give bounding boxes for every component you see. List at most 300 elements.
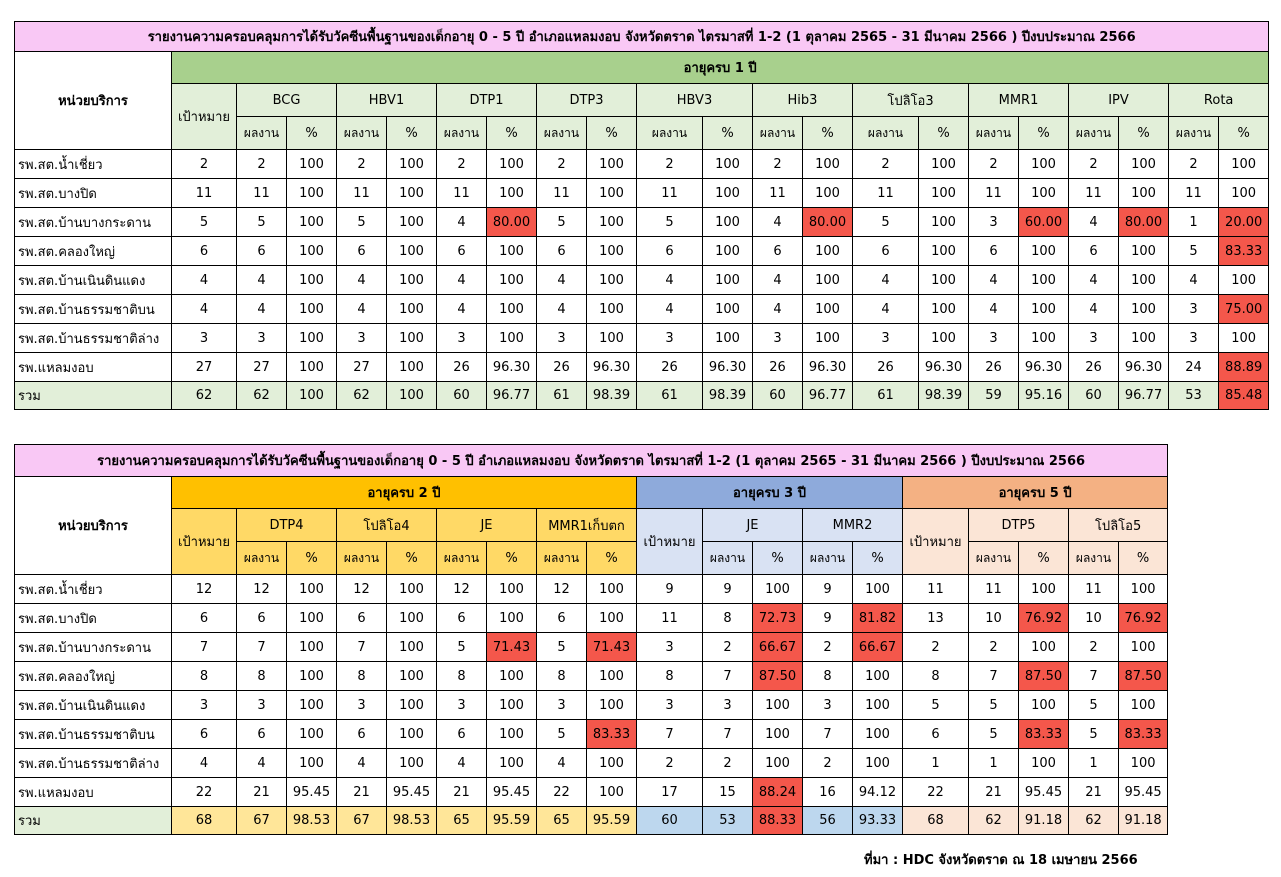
vaccine-header: Hib3 <box>753 84 853 117</box>
work-cell: 9 <box>703 575 753 604</box>
work-cell: 65 <box>537 807 587 835</box>
percent-cell: 60.00 <box>1019 208 1069 237</box>
percent-cell: 91.18 <box>1119 807 1168 835</box>
percent-cell: 100 <box>919 150 969 179</box>
work-cell: 6 <box>753 237 803 266</box>
work-cell: 62 <box>237 382 287 410</box>
target-cell: 7 <box>172 633 237 662</box>
percent-cell: 100 <box>387 208 437 237</box>
work-subheader: ผลงาน <box>1069 542 1119 575</box>
percent-cell: 100 <box>1019 749 1069 778</box>
work-cell: 5 <box>1069 720 1119 749</box>
percent-cell: 100 <box>1119 150 1169 179</box>
work-cell: 26 <box>1069 353 1119 382</box>
percent-cell: 100 <box>287 208 337 237</box>
target-cell: 1 <box>903 749 969 778</box>
percent-cell: 100 <box>387 575 437 604</box>
unit-name: รพ.สต.บ้านธรรมชาติล่าง <box>15 749 172 778</box>
percent-cell: 100 <box>703 237 753 266</box>
percent-cell: 96.30 <box>1119 353 1169 382</box>
target-cell: 22 <box>172 778 237 807</box>
percent-cell: 100 <box>387 295 437 324</box>
percent-cell: 100 <box>919 208 969 237</box>
work-cell: 2 <box>803 633 853 662</box>
percent-cell: 96.30 <box>803 353 853 382</box>
percent-cell: 100 <box>587 691 637 720</box>
percent-cell: 95.45 <box>487 778 537 807</box>
percent-subheader: % <box>1019 117 1069 150</box>
target-cell: 4 <box>172 295 237 324</box>
percent-cell: 100 <box>287 237 337 266</box>
work-cell: 11 <box>969 575 1019 604</box>
work-cell: 2 <box>703 749 753 778</box>
percent-cell: 100 <box>587 208 637 237</box>
percent-cell: 87.50 <box>1019 662 1069 691</box>
work-subheader: ผลงาน <box>537 542 587 575</box>
work-cell: 9 <box>803 604 853 633</box>
percent-cell: 100 <box>753 749 803 778</box>
percent-cell: 96.30 <box>1019 353 1069 382</box>
percent-cell: 100 <box>387 237 437 266</box>
work-cell: 2 <box>237 150 287 179</box>
percent-cell: 100 <box>753 575 803 604</box>
work-cell: 12 <box>537 575 587 604</box>
work-cell: 11 <box>437 179 487 208</box>
percent-cell: 100 <box>287 179 337 208</box>
percent-subheader: % <box>587 542 637 575</box>
work-cell: 21 <box>237 778 287 807</box>
vaccine-header: BCG <box>237 84 337 117</box>
percent-cell: 83.33 <box>587 720 637 749</box>
work-subheader: ผลงาน <box>853 117 919 150</box>
table-title: รายงานความครอบคลุมการได้รับวัคซีนพื้นฐานของเด็กอายุ 0 - 5 ปี อำเภอแหลมงอบ จังหวัดตราด ไตรมาสที่ 1-2 (1 ตุลาคม 2565 - 31 มีนาคม 2566 ) ปีงบประมาณ 2566 <box>15 22 1269 52</box>
work-cell: 10 <box>969 604 1019 633</box>
percent-cell: 100 <box>803 295 853 324</box>
work-cell: 3 <box>537 324 587 353</box>
work-cell: 3 <box>1169 324 1219 353</box>
work-cell: 8 <box>437 662 487 691</box>
work-cell: 12 <box>237 575 287 604</box>
work-cell: 4 <box>237 749 287 778</box>
work-cell: 6 <box>237 604 287 633</box>
work-cell: 4 <box>437 266 487 295</box>
work-cell: 6 <box>969 237 1019 266</box>
vaccine-header: DTP5 <box>969 509 1069 542</box>
work-cell: 4 <box>969 266 1019 295</box>
work-cell: 4 <box>637 266 703 295</box>
work-cell: 5 <box>537 720 587 749</box>
target-cell: 68 <box>172 807 237 835</box>
target-cell: 11 <box>637 604 703 633</box>
vaccine-header: IPV <box>1069 84 1169 117</box>
unit-name: รพ.สต.บ้านบางกระดาน <box>15 633 172 662</box>
target-header: เป้าหมาย <box>172 509 237 575</box>
work-cell: 62 <box>969 807 1019 835</box>
work-cell: 5 <box>337 208 387 237</box>
work-cell: 26 <box>753 353 803 382</box>
percent-cell: 100 <box>753 691 803 720</box>
vaccine-header: โปลิโอ4 <box>337 509 437 542</box>
work-cell: 56 <box>803 807 853 835</box>
target-cell: 6 <box>903 720 969 749</box>
unit-header: หน่วยบริการ <box>15 477 172 575</box>
percent-cell: 100 <box>703 208 753 237</box>
percent-cell: 100 <box>853 720 903 749</box>
percent-cell: 83.33 <box>1119 720 1168 749</box>
work-cell: 4 <box>537 749 587 778</box>
age-group-header: อายุครบ 5 ปี <box>903 477 1168 509</box>
target-cell: 13 <box>903 604 969 633</box>
percent-cell: 100 <box>753 720 803 749</box>
table-title: รายงานความครอบคลุมการได้รับวัคซีนพื้นฐานของเด็กอายุ 0 - 5 ปี อำเภอแหลมงอบ จังหวัดตราด ไตรมาสที่ 1-2 (1 ตุลาคม 2565 - 31 มีนาคม 2566 ) ปีงบประมาณ 2566 <box>15 445 1168 477</box>
work-cell: 3 <box>1069 324 1119 353</box>
work-cell: 4 <box>437 295 487 324</box>
target-cell: 62 <box>172 382 237 410</box>
work-cell: 3 <box>337 324 387 353</box>
percent-cell: 100 <box>1119 633 1168 662</box>
work-cell: 7 <box>969 662 1019 691</box>
percent-cell: 100 <box>387 266 437 295</box>
percent-cell: 100 <box>1019 266 1069 295</box>
percent-cell: 100 <box>287 382 337 410</box>
percent-cell: 100 <box>1119 295 1169 324</box>
work-cell: 3 <box>437 324 487 353</box>
work-cell: 11 <box>537 179 587 208</box>
work-cell: 26 <box>853 353 919 382</box>
percent-cell: 95.16 <box>1019 382 1069 410</box>
unit-name: รพ.สต.บ้านธรรมชาติล่าง <box>15 324 172 353</box>
percent-cell: 100 <box>487 662 537 691</box>
percent-cell: 100 <box>1019 691 1069 720</box>
target-cell: 3 <box>172 691 237 720</box>
target-cell: 3 <box>172 324 237 353</box>
percent-cell: 100 <box>287 324 337 353</box>
percent-cell: 100 <box>803 266 853 295</box>
percent-cell: 100 <box>387 662 437 691</box>
work-cell: 2 <box>637 150 703 179</box>
work-cell: 3 <box>969 208 1019 237</box>
table-row <box>15 691 1168 720</box>
percent-cell: 100 <box>1219 179 1269 208</box>
percent-cell: 100 <box>587 604 637 633</box>
percent-cell: 100 <box>587 324 637 353</box>
work-cell: 3 <box>237 324 287 353</box>
percent-cell: 96.30 <box>587 353 637 382</box>
target-header: เป้าหมาย <box>172 84 237 150</box>
source-note: ที่มา : HDC จังหวัดตราด ณ 18 เมษายน 2566 <box>864 853 1138 868</box>
work-cell: 2 <box>753 150 803 179</box>
percent-subheader: % <box>587 117 637 150</box>
work-cell: 67 <box>337 807 387 835</box>
work-cell: 4 <box>437 208 487 237</box>
work-cell: 4 <box>237 295 287 324</box>
work-subheader: ผลงาน <box>1169 117 1219 150</box>
target-cell: 2 <box>172 150 237 179</box>
percent-cell: 81.82 <box>853 604 903 633</box>
unit-name: รวม <box>15 807 172 835</box>
percent-cell: 88.33 <box>753 807 803 835</box>
percent-cell: 100 <box>587 295 637 324</box>
unit-name: รพ.สต.น้ำเชี่ยว <box>15 575 172 604</box>
percent-cell: 100 <box>587 150 637 179</box>
work-cell: 4 <box>537 266 587 295</box>
work-subheader: ผลงาน <box>437 542 487 575</box>
percent-cell: 100 <box>853 575 903 604</box>
table-row <box>15 237 1269 266</box>
work-cell: 7 <box>703 720 753 749</box>
work-cell: 60 <box>753 382 803 410</box>
percent-cell: 100 <box>1019 633 1069 662</box>
percent-cell: 80.00 <box>803 208 853 237</box>
work-cell: 1 <box>1169 208 1219 237</box>
work-subheader: ผลงาน <box>537 117 587 150</box>
work-cell: 3 <box>1169 295 1219 324</box>
table-row <box>15 150 1269 179</box>
work-cell: 12 <box>437 575 487 604</box>
table-row <box>15 749 1168 778</box>
work-subheader: ผลงาน <box>703 542 753 575</box>
work-cell: 3 <box>237 691 287 720</box>
percent-cell: 98.39 <box>703 382 753 410</box>
percent-cell: 66.67 <box>853 633 903 662</box>
work-cell: 4 <box>853 295 919 324</box>
percent-cell: 100 <box>803 179 853 208</box>
work-cell: 3 <box>537 691 587 720</box>
work-cell: 21 <box>437 778 487 807</box>
percent-cell: 100 <box>387 691 437 720</box>
work-cell: 4 <box>237 266 287 295</box>
work-cell: 5 <box>969 691 1019 720</box>
percent-cell: 96.77 <box>1119 382 1169 410</box>
unit-header: หน่วยบริการ <box>15 52 172 150</box>
percent-cell: 100 <box>587 179 637 208</box>
percent-cell: 100 <box>287 604 337 633</box>
percent-cell: 100 <box>287 691 337 720</box>
percent-cell: 100 <box>387 324 437 353</box>
percent-subheader: % <box>853 542 903 575</box>
percent-cell: 100 <box>587 662 637 691</box>
work-subheader: ผลงาน <box>337 117 387 150</box>
percent-subheader: % <box>387 542 437 575</box>
percent-cell: 100 <box>487 604 537 633</box>
work-subheader: ผลงาน <box>437 117 487 150</box>
percent-cell: 83.33 <box>1219 237 1269 266</box>
work-subheader: ผลงาน <box>969 117 1019 150</box>
percent-cell: 98.39 <box>919 382 969 410</box>
work-cell: 10 <box>1069 604 1119 633</box>
target-cell: 12 <box>172 575 237 604</box>
target-cell: 5 <box>903 691 969 720</box>
unit-name: รพ.สต.บ้านบางกระดาน <box>15 208 172 237</box>
percent-cell: 87.50 <box>753 662 803 691</box>
table-row <box>15 604 1168 633</box>
work-cell: 2 <box>1069 150 1119 179</box>
percent-cell: 100 <box>919 237 969 266</box>
percent-cell: 71.43 <box>487 633 537 662</box>
work-cell: 2 <box>1169 150 1219 179</box>
work-cell: 26 <box>537 353 587 382</box>
work-cell: 5 <box>637 208 703 237</box>
work-cell: 4 <box>753 208 803 237</box>
work-cell: 53 <box>703 807 753 835</box>
work-cell: 8 <box>803 662 853 691</box>
work-cell: 4 <box>537 295 587 324</box>
percent-cell: 96.30 <box>919 353 969 382</box>
vaccine-header: MMR1เก็บตก <box>537 509 637 542</box>
percent-cell: 100 <box>1019 150 1069 179</box>
work-cell: 53 <box>1169 382 1219 410</box>
percent-cell: 100 <box>287 575 337 604</box>
work-cell: 4 <box>853 266 919 295</box>
work-cell: 6 <box>637 237 703 266</box>
vaccine-header: DTP4 <box>237 509 337 542</box>
percent-cell: 100 <box>487 237 537 266</box>
work-cell: 61 <box>537 382 587 410</box>
percent-cell: 100 <box>919 324 969 353</box>
work-cell: 11 <box>1069 575 1119 604</box>
percent-subheader: % <box>1119 117 1169 150</box>
work-cell: 2 <box>803 749 853 778</box>
work-cell: 3 <box>803 691 853 720</box>
work-cell: 61 <box>637 382 703 410</box>
percent-cell: 100 <box>1119 266 1169 295</box>
target-cell: 22 <box>903 778 969 807</box>
work-cell: 6 <box>337 604 387 633</box>
work-cell: 21 <box>1069 778 1119 807</box>
percent-cell: 100 <box>587 575 637 604</box>
percent-cell: 20.00 <box>1219 208 1269 237</box>
percent-subheader: % <box>287 542 337 575</box>
target-cell: 4 <box>172 749 237 778</box>
percent-cell: 72.73 <box>753 604 803 633</box>
percent-cell: 100 <box>703 295 753 324</box>
table-row <box>15 353 1269 382</box>
percent-cell: 100 <box>703 150 753 179</box>
percent-cell: 100 <box>1119 749 1168 778</box>
vaccine-header: MMR1 <box>969 84 1069 117</box>
target-cell: 8 <box>172 662 237 691</box>
percent-cell: 80.00 <box>1119 208 1169 237</box>
work-cell: 8 <box>337 662 387 691</box>
work-cell: 5 <box>537 633 587 662</box>
age-group-header: อายุครบ 1 ปี <box>172 52 1269 84</box>
work-subheader: ผลงาน <box>803 542 853 575</box>
unit-name: รพ.แหลมงอบ <box>15 778 172 807</box>
percent-cell: 66.67 <box>753 633 803 662</box>
work-cell: 2 <box>1069 633 1119 662</box>
work-cell: 2 <box>537 150 587 179</box>
work-cell: 3 <box>337 691 387 720</box>
work-cell: 4 <box>337 266 387 295</box>
work-cell: 5 <box>537 208 587 237</box>
percent-cell: 100 <box>1119 575 1168 604</box>
percent-cell: 100 <box>487 720 537 749</box>
work-cell: 4 <box>753 295 803 324</box>
work-cell: 6 <box>337 720 387 749</box>
work-cell: 26 <box>969 353 1019 382</box>
age-group-header: อายุครบ 2 ปี <box>172 477 637 509</box>
percent-cell: 76.92 <box>1019 604 1069 633</box>
percent-cell: 100 <box>1119 237 1169 266</box>
unit-name: รพ.สต.บ้านเนินดินแดง <box>15 691 172 720</box>
work-cell: 7 <box>803 720 853 749</box>
work-cell: 6 <box>437 237 487 266</box>
target-cell: 8 <box>903 662 969 691</box>
percent-cell: 100 <box>1219 266 1269 295</box>
work-cell: 5 <box>437 633 487 662</box>
target-cell: 2 <box>903 633 969 662</box>
work-cell: 11 <box>853 179 919 208</box>
percent-cell: 95.59 <box>587 807 637 835</box>
percent-cell: 100 <box>803 324 853 353</box>
percent-cell: 100 <box>387 353 437 382</box>
work-subheader: ผลงาน <box>969 542 1019 575</box>
percent-cell: 98.39 <box>587 382 637 410</box>
percent-cell: 100 <box>1019 295 1069 324</box>
unit-name: รพ.สต.คลองใหญ่ <box>15 662 172 691</box>
work-cell: 6 <box>237 720 287 749</box>
work-cell: 9 <box>803 575 853 604</box>
percent-cell: 100 <box>703 324 753 353</box>
percent-cell: 100 <box>487 295 537 324</box>
table-row <box>15 575 1168 604</box>
work-cell: 6 <box>853 237 919 266</box>
vaccine-header: DTP3 <box>537 84 637 117</box>
work-cell: 61 <box>853 382 919 410</box>
work-cell: 21 <box>337 778 387 807</box>
percent-cell: 95.45 <box>387 778 437 807</box>
work-cell: 12 <box>337 575 387 604</box>
vaccine-header: โปลิโอ5 <box>1069 509 1168 542</box>
vaccine-header: HBV3 <box>637 84 753 117</box>
percent-cell: 100 <box>703 179 753 208</box>
work-cell: 6 <box>337 237 387 266</box>
work-cell: 65 <box>437 807 487 835</box>
percent-cell: 95.59 <box>487 807 537 835</box>
percent-cell: 96.30 <box>703 353 753 382</box>
table-row <box>15 324 1269 353</box>
percent-cell: 100 <box>1119 691 1168 720</box>
percent-cell: 100 <box>587 778 637 807</box>
percent-subheader: % <box>919 117 969 150</box>
work-cell: 4 <box>1069 208 1119 237</box>
work-cell: 11 <box>1069 179 1119 208</box>
unit-name: รพ.สต.บางปิด <box>15 179 172 208</box>
percent-cell: 85.48 <box>1219 382 1269 410</box>
age-group-header: อายุครบ 3 ปี <box>637 477 903 509</box>
vaccine-header: HBV1 <box>337 84 437 117</box>
work-cell: 4 <box>437 749 487 778</box>
percent-cell: 96.30 <box>487 353 537 382</box>
vaccine-header: Rota <box>1169 84 1269 117</box>
percent-cell: 100 <box>803 150 853 179</box>
percent-cell: 100 <box>487 749 537 778</box>
target-cell: 27 <box>172 353 237 382</box>
percent-cell: 88.89 <box>1219 353 1269 382</box>
work-cell: 4 <box>1069 266 1119 295</box>
work-subheader: ผลงาน <box>637 117 703 150</box>
percent-cell: 100 <box>1019 324 1069 353</box>
work-cell: 6 <box>537 604 587 633</box>
unit-name: รพ.สต.บ้านธรรมชาติบน <box>15 720 172 749</box>
table-row <box>15 778 1168 807</box>
unit-name: รพ.สต.บ้านเนินดินแดง <box>15 266 172 295</box>
percent-subheader: % <box>1219 117 1269 150</box>
work-cell: 24 <box>1169 353 1219 382</box>
unit-name: รพ.สต.น้ำเชี่ยว <box>15 150 172 179</box>
work-cell: 6 <box>437 720 487 749</box>
percent-subheader: % <box>1119 542 1168 575</box>
